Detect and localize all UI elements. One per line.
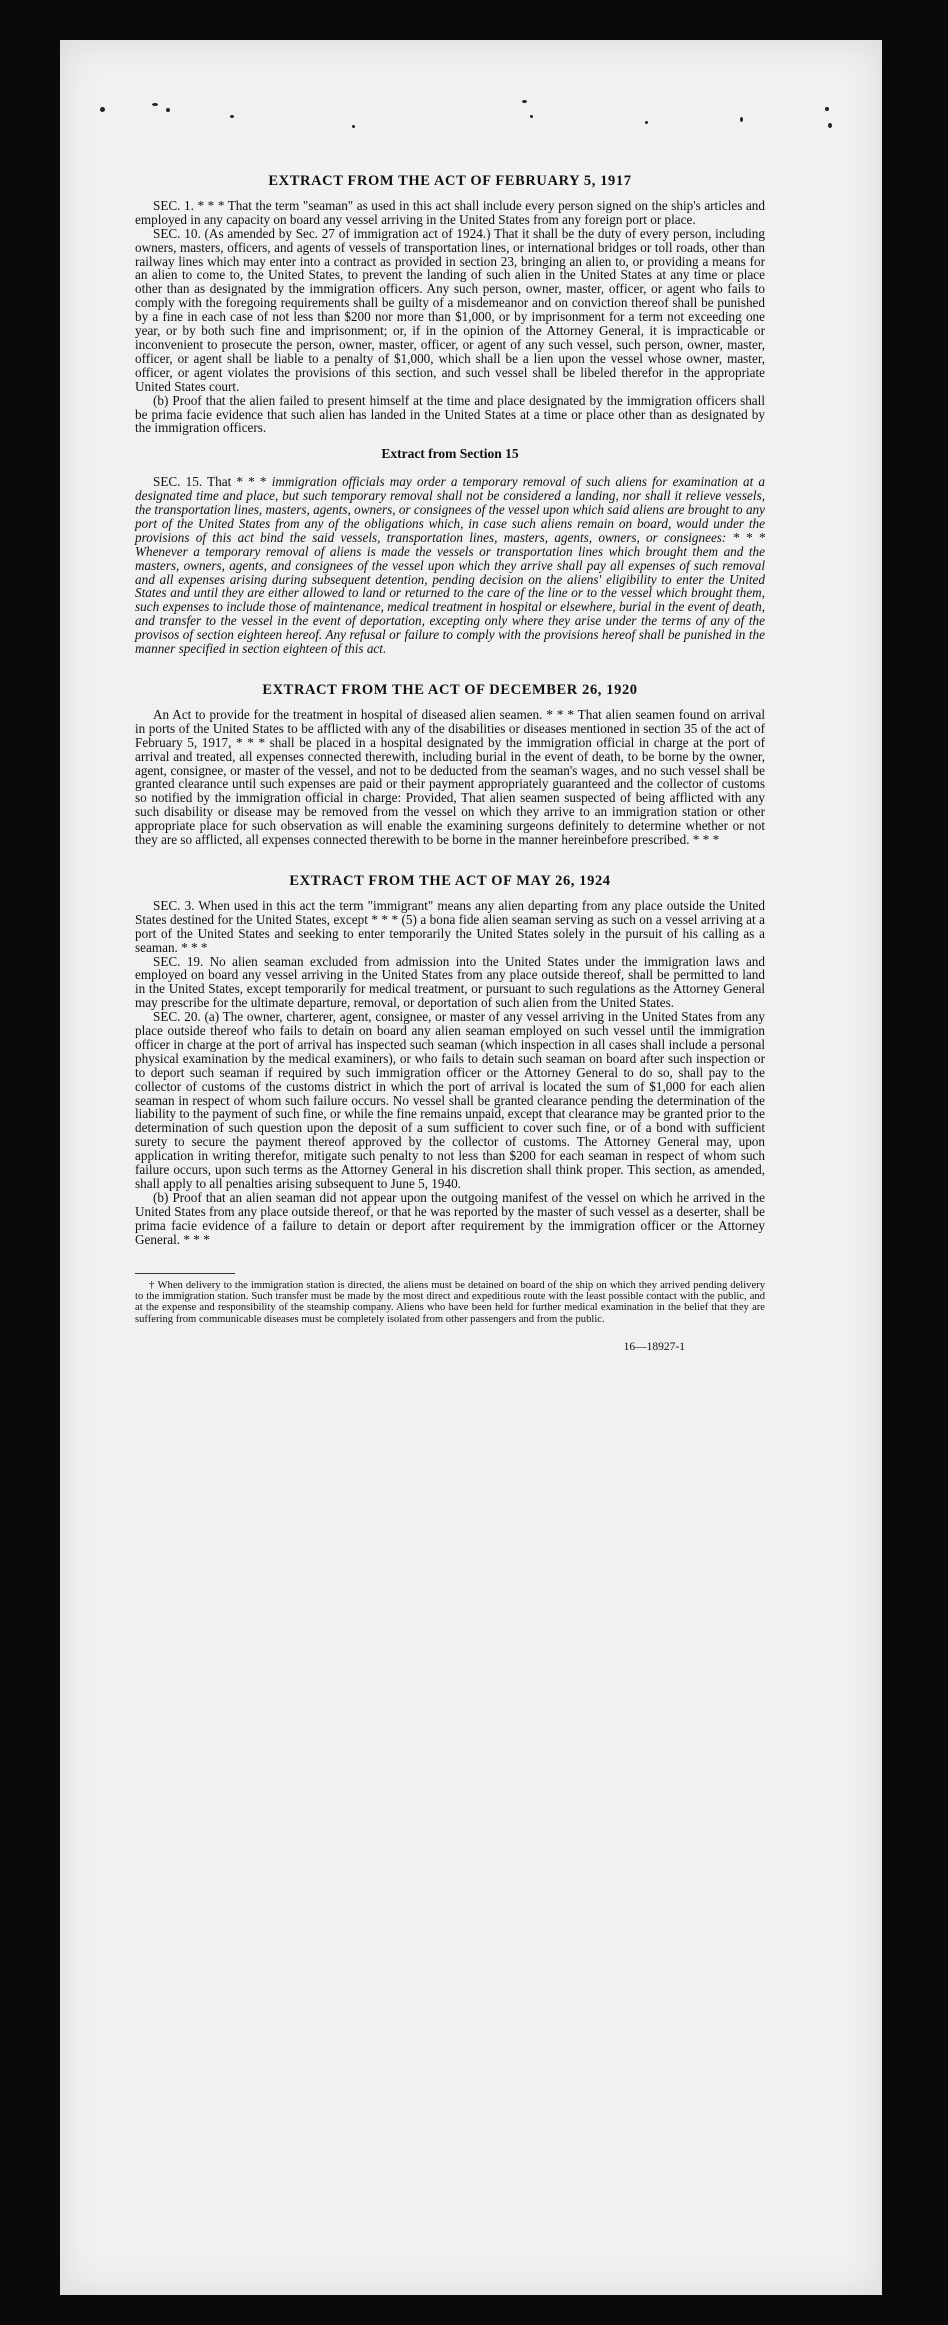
- heading-act-1924: EXTRACT FROM THE ACT OF MAY 26, 1924: [289, 872, 611, 889]
- paragraph-sec-10-b: (b) Proof that the alien failed to present himself at the time and place designated by the immigration officers shall be prima facie evidence that such alien has landed in the United States at a time or place other than as designated by the immigration officers.: [135, 392, 765, 436]
- heading-act-1920: EXTRACT FROM THE ACT OF DECEMBER 26, 1920: [262, 682, 638, 698]
- paragraph-sec-20-a: SEC. 20. (a) The owner, charterer, agent, consignee, or master of any vessel arriving in the United States from any place outside thereof who fails to detain on board any alien seaman employed on such vessel until the immigration officer in charge at the port of arrival has inspected such seaman (which inspection in all cases shall include a personal physical examination by the medical examiners), or who fails to detain such seaman on board after such inspection or to deport such seaman if required by such immigration officer or the Attorney General to do so, shall pay to the collector of customs of the customs district in which the port of arrival is located the sum of $1,000 for each alien seaman in respect of whom such failure occurs. No vessel shall be granted clearance pending the determination of the liability to the payment of such fine, or while the fine remains unpaid, except that clearance may be granted prior to the determination of such question upon the deposit of a sum sufficient to cover such fine, or of a bond with sufficient surety to secure the payment thereof approved by the collector of customs. The Attorney General may, upon application in writing therefor, mitigate such penalty to not less than $200 for each seaman in respect of whom such failure occurs, upon such terms as the Attorney General in his discretion shall think proper. This section, as amended, shall apply to all penalties arising subsequent to June 5, 1940.: [135, 1009, 765, 1191]
- paragraph-sec-10: SEC. 10. (As amended by Sec. 27 of immigration act of 1924.) That it shall be the duty of every person, including owners, masters, officers, and agents of vessels of transportation lines, or international bridges or toll roads, other than railway lines which may enter into a contract as provided in section 23, bringing an alien to, or providing a means for an alien to come to, the United States, to prevent the landing of such alien in the United States at any time or place other than as designated by the immigration officers. Any such person, owner, master, officer, or agent who fails to comply with the foregoing requirements shall be guilty of a misdemeanor and on conviction thereof shall be punished by a fine in each case of not less than $200 nor more than $1,000, or by imprisonment for a term not exceeding one year, or by both such fine and imprisonment; or, if in the opinion of the Attorney General, it is impracticable or inconvenient to prosecute the person, owner, master, officer, or agent of any such vessel, such person, owner, master, officer, or agent shall be liable to a penalty of $1,000, which shall be a lien upon the vessel whose owner, master, officer, or agent violates the provisions of this section, and such vessel shall be libeled therefor in the appropriate United States court.: [135, 225, 765, 394]
- document-page: [60, 40, 882, 2295]
- print-code: 16—18927-1: [623, 1341, 685, 1354]
- paragraph-sec-19: SEC. 19. No alien seaman excluded from admission into the United States under the immigration laws and employed on board any vessel arriving in the United States from any place outside thereof, shall be permitted to land in the United States, except temporarily for medical treatment, or pursuant to such regulations as the Attorney General may prescribe for the ultimate departure, removal, or deportation of such alien from the United States.: [135, 953, 765, 1011]
- paragraph-sec-20-b: (b) Proof that an alien seaman did not appear upon the outgoing manifest of the vessel on which he arrived in the United States from any place outside thereof, or that he was reported by the master of such vessel as a deserter, shall be prima facie evidence of a failure to detain or deport after requirement by the immigration officer or the Attorney General. * * *: [135, 1189, 765, 1247]
- footnote-divider: [135, 1273, 235, 1274]
- paragraph-sec-15: [135, 475, 765, 656]
- footnote: † When delivery to the immigration station is directed, the aliens must be detained on board of the ship on which they arrived pending delivery to the immigration station. Such transfer must be made by the most direct and expeditious route with the least possible contact with the public, and at the expense and responsibility of the steamship company. Aliens who have been held for further medical examination in the belief that they are suffering from communicable diseases must be completely isolated from other passengers and from the public.: [135, 1279, 765, 1325]
- sec-15-text: immigration officials may order a temporary removal of such aliens for examination at a designated time and place, but such temporary removal shall not be considered a landing, nor shall it relieve vessels, the transportation lines, masters, agents, owners, or consignees of the vessel upon which said aliens are brought to any port of the United States from any of the obligations which, in case such aliens remain on board, would under the provisions of this act bind the said vessels, transportation lines, masters, agents, owners, or consignees: * * * Whenever a temporary removal of aliens is made the vessels or transportation lines which brought them and the masters, owners, agents, and consignees of the vessel upon which they arrive shall pay all expenses of such removal and all expenses arising during subsequent detention, pending decision on the aliens' eligibility to enter the United States and until they are either allowed to land or returned to the care of the line or to the vessel which brought them, such expenses to include those of maintenance, medical treatment in hospital or elsewhere, burial in the event of death, and transfer to the vessel in the event of deportation, excepting only where they arise under the terms of any of the provisos of section eighteen hereof. Any refusal or failure to comply with the provisions hereof shall be punished in the manner specified in section eighteen of this act.: [135, 474, 766, 657]
- paragraph-act-1920: An Act to provide for the treatment in hospital of diseased alien seamen. * * * That alien seamen found on arrival in ports of the United States to be afflicted with any of the disabilities or diseases mentioned in section 35 of the act of February 5, 1917, * * * shall be placed in a hospital designated by the immigration official in charge at the port of arrival and treated, all expenses connected therewith, including burial in the event of death, to be borne by the owner, agent, consignee, or master of the vessel, and not to be deducted from the seaman's wages, and no such vessel shall be granted clearance until such expenses are paid or their payment appropriately guaranteed and the collector of customs so notified by the immigration official in charge: Provided, That alien seamen suspected of being afflicted with any such disability or disease may be removed from the vessel on which they arrive to an immigration station or other appropriate place for such observation as will enable the examining surgeons definitely to determine whether or not they are so afflicted, all expenses connected therewith to be borne in the manner hereinbefore prescribed. * * *: [135, 706, 765, 848]
- paragraph-sec-3: SEC. 3. When used in this act the term "immigrant" means any alien departing from any place outside the United States destined for the United States, except * * * (5) a bona fide alien seaman serving as such on a vessel arriving at a port of the United States and seeking to enter temporarily the United States solely in the pursuit of his calling as a seaman. * * *: [135, 897, 765, 955]
- paragraph-sec-1: SEC. 1. * * * That the term "seaman" as used in this act shall include every person signed on the ship's articles and employed in any capacity on board any vessel arriving in the United States from any foreign port or place.: [135, 197, 765, 227]
- sec-15-label: SEC. 15. That * * *: [153, 474, 272, 490]
- document-text: [135, 175, 765, 1355]
- scan-specks: [90, 85, 852, 165]
- subheading-section-15: Extract from Section 15: [381, 446, 519, 462]
- heading-act-1917: EXTRACT FROM THE ACT OF FEBRUARY 5, 1917: [268, 173, 632, 189]
